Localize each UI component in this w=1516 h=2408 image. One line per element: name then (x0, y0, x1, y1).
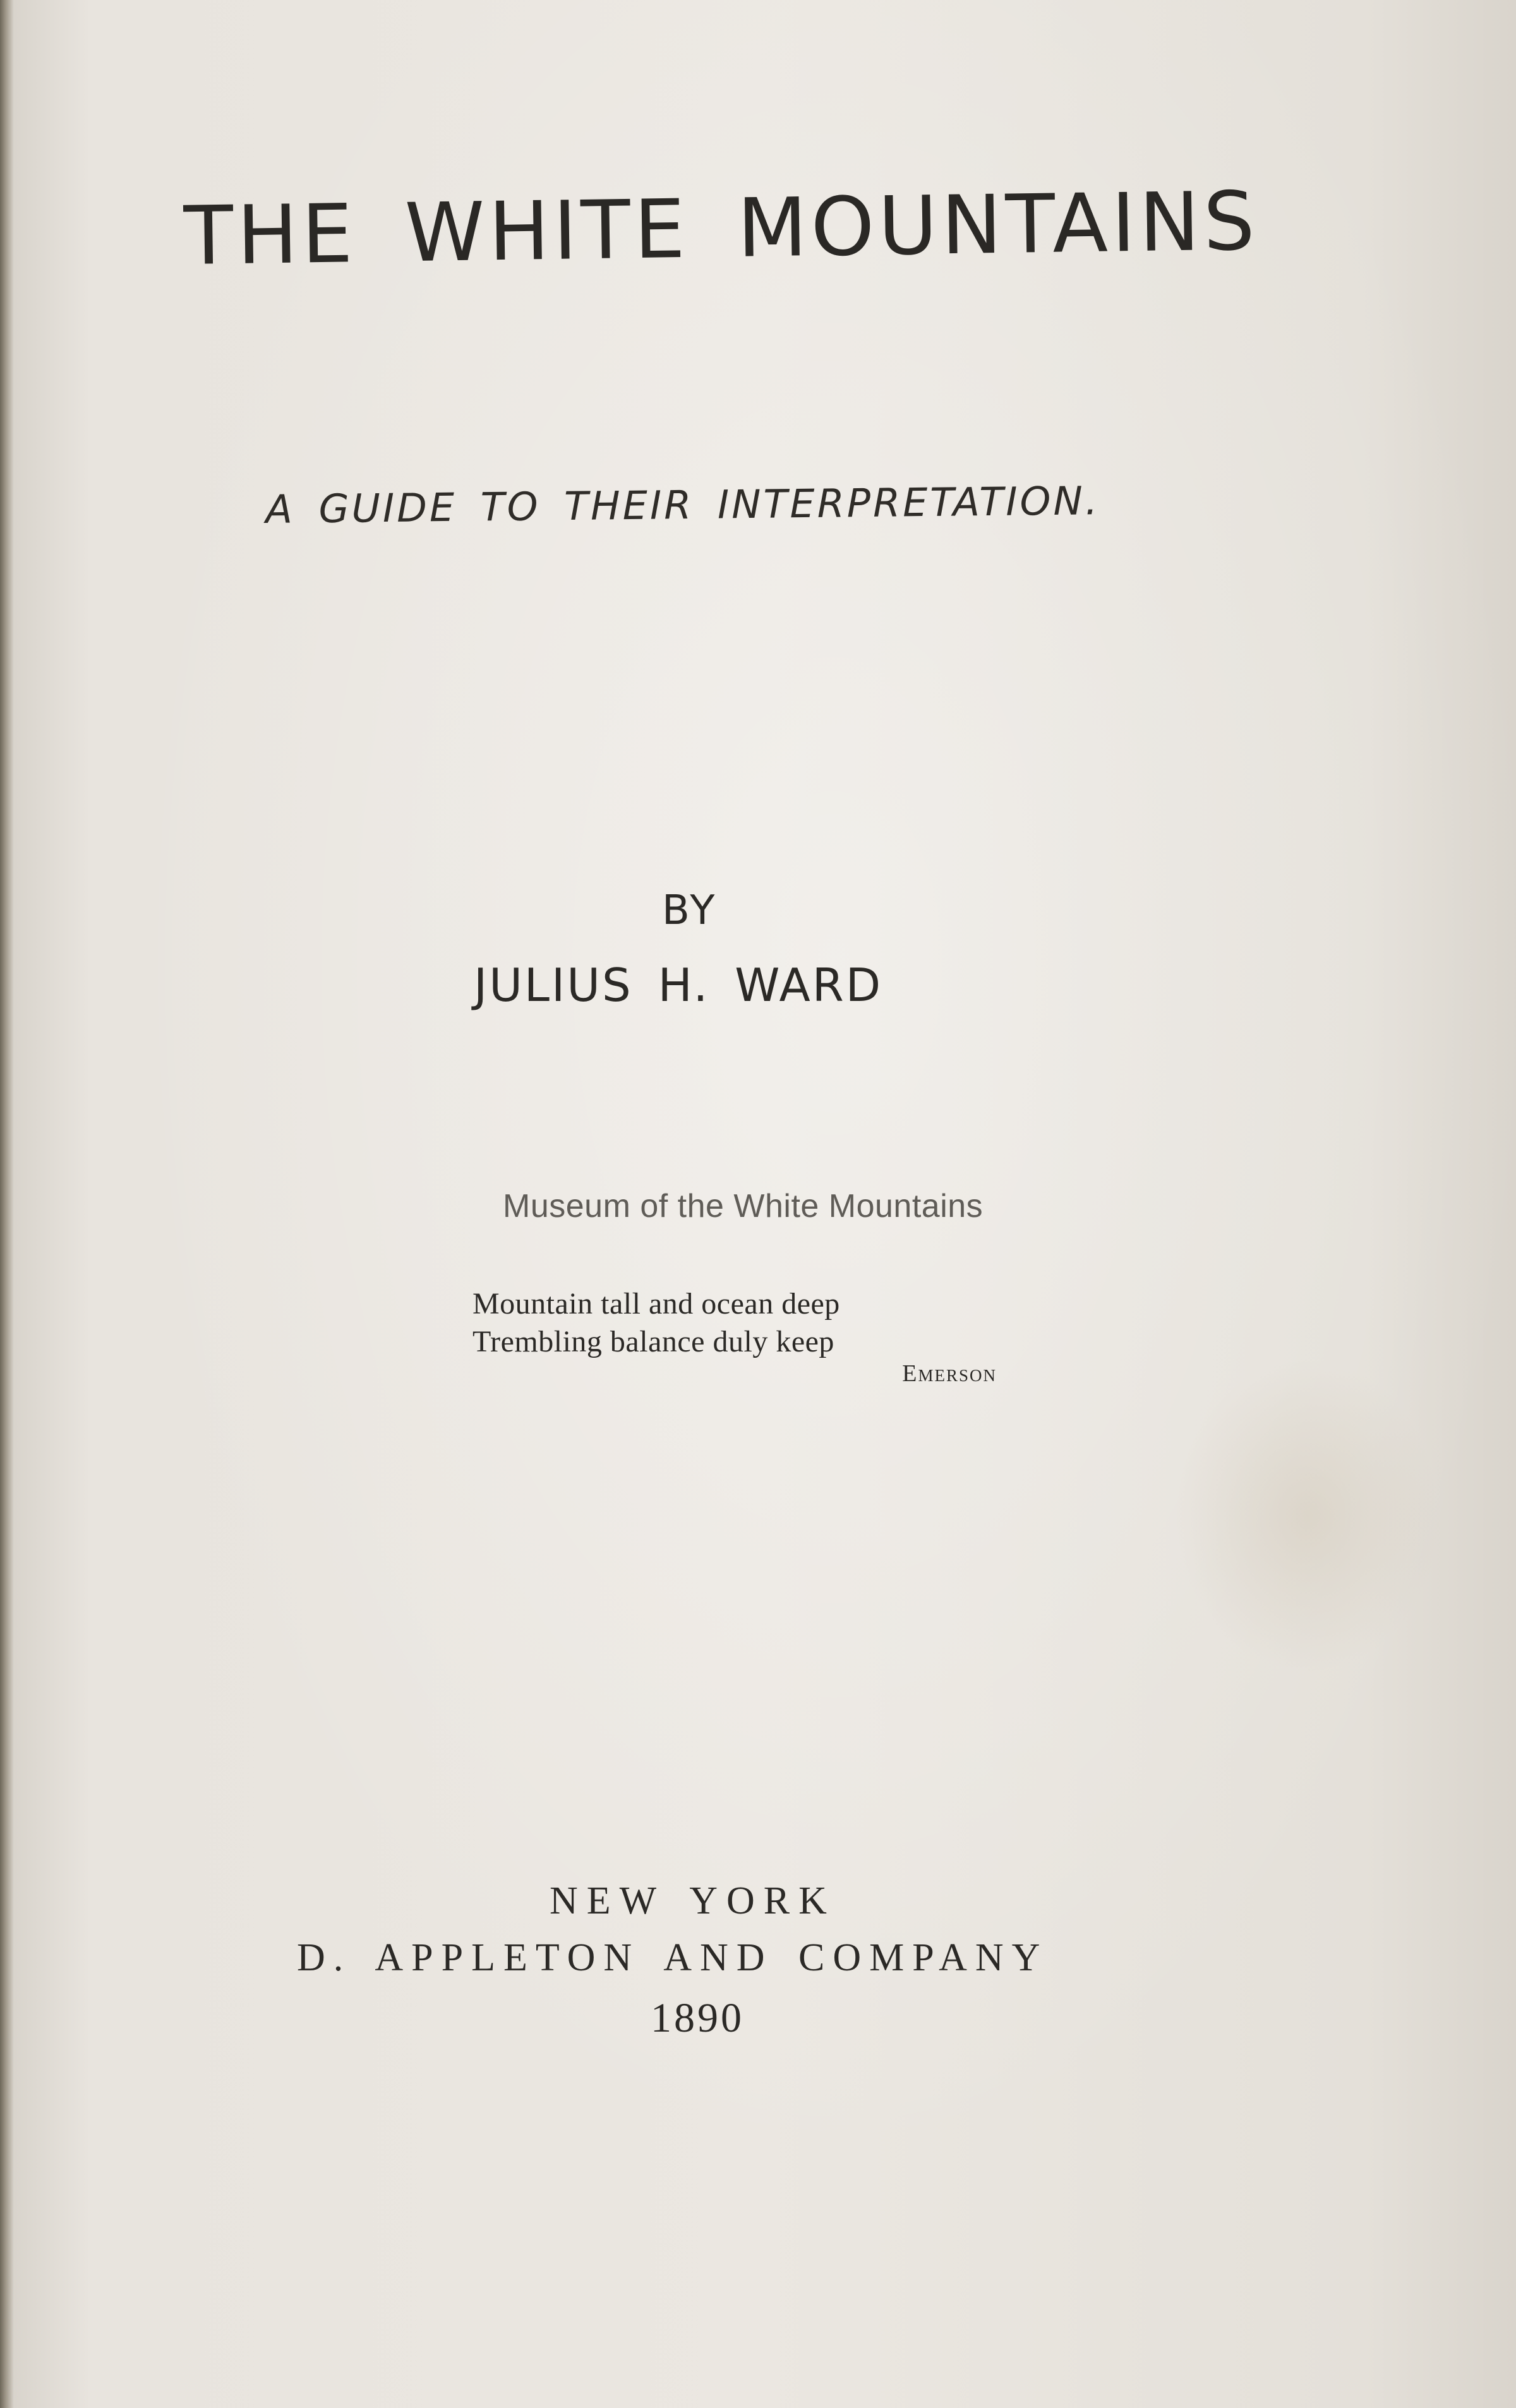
imprint-city: NEW YORK (550, 1879, 836, 1922)
imprint-publisher: D. APPLETON AND COMPANY (297, 1936, 1049, 1979)
museum-stamp: Museum of the White Mountains (503, 1188, 984, 1225)
book-title: THE WHITE MOUNTAINS (183, 174, 1260, 284)
epigraph (472, 1285, 997, 1387)
by-line: BY (662, 887, 718, 934)
paper-stain (1175, 1358, 1440, 1674)
spine-edge (0, 0, 14, 2408)
epigraph-line: Mountain tall and ocean deep (472, 1287, 840, 1321)
epigraph-attribution: Emerson (902, 1360, 997, 1387)
imprint-year: 1890 (651, 1995, 744, 2041)
author-name: JULIUS H. WARD (474, 959, 883, 1012)
book-subtitle: A GUIDE TO THEIR INTERPRETATION. (265, 477, 1100, 532)
epigraph-line: Trembling balance duly keep (472, 1325, 834, 1358)
